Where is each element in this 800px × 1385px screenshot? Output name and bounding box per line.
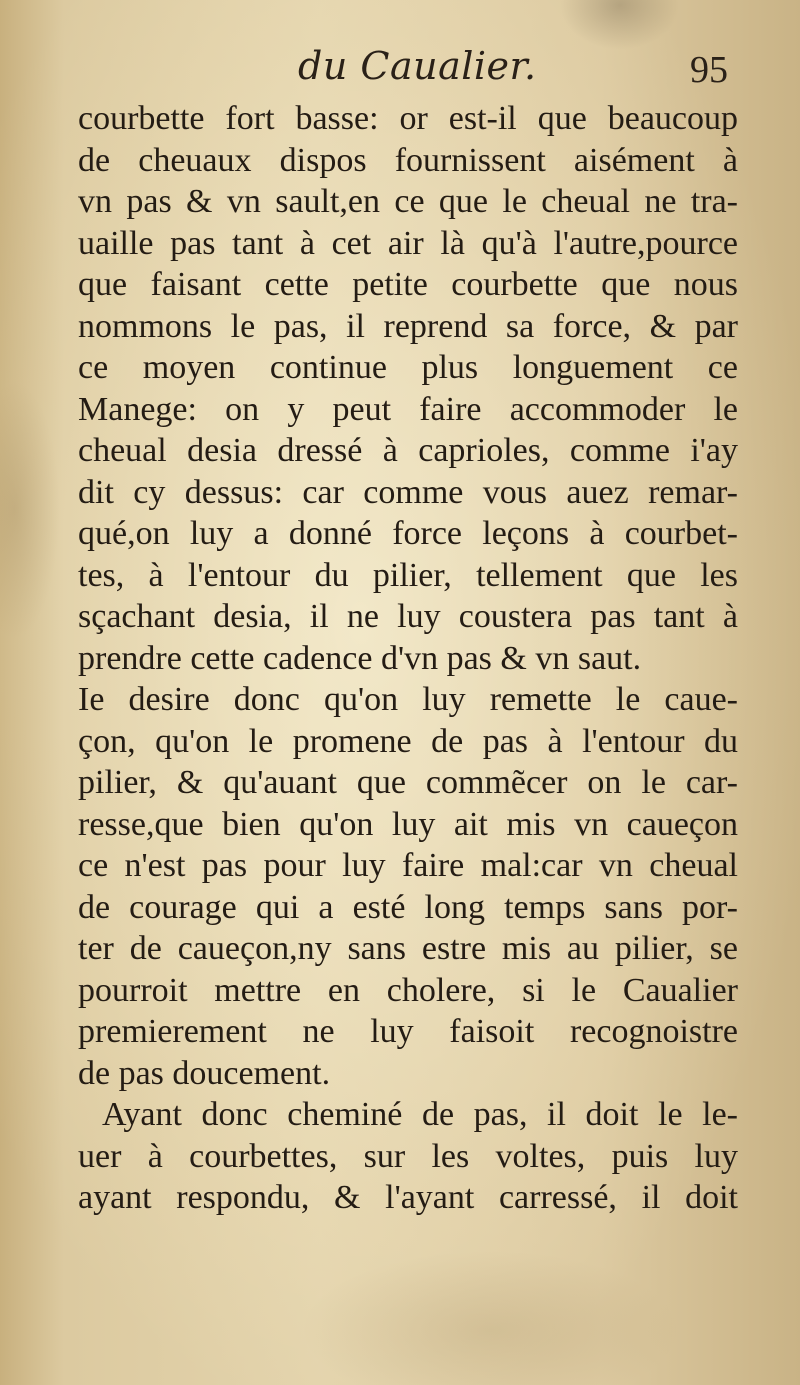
body-text — [78, 98, 738, 1219]
text-line: sçachant desia, il ne luy coustera pas tant à — [78, 598, 738, 635]
text-line: que faisant cette petite courbette que nous — [78, 266, 738, 303]
text-line: vn pas & vn sault,en ce que le cheual ne tra- — [78, 183, 738, 220]
text-line: premierement ne luy faisoit recognoistre — [78, 1013, 738, 1050]
text-line: Ayant donc cheminé de pas, il doit le le- — [102, 1096, 738, 1133]
text-line: dit cy dessus: car comme vous auez remar- — [78, 473, 738, 511]
text-line: pourroit mettre en cholere, si le Caualier — [78, 971, 738, 1009]
text-line: çon, qu'on le promene de pas à l'entour du — [78, 722, 738, 760]
text-line: ce moyen continue plus longuement ce — [78, 349, 738, 386]
running-title: du Caualier. — [298, 44, 537, 88]
text-line: pilier, & qu'auant que commẽcer on le car- — [78, 764, 738, 801]
text-line: courbette fort basse: or est-il que beaucoup — [78, 100, 738, 137]
text-line: ter de caueçon,ny sans estre mis au pilier, se — [78, 930, 738, 967]
text-line: Ie desire donc qu'on luy remette le caue- — [78, 681, 738, 718]
text-line: uaille pas tant à cet air là qu'à l'autre,pource — [78, 224, 738, 262]
text-line: de cheuaux dispos fournissent aisément à — [78, 141, 738, 179]
paper-stain — [300, 1250, 680, 1385]
text-line: qué,on luy a donné force leçons à courbet- — [78, 515, 738, 552]
text-line: prendre cette cadence d'vn pas & vn saut. — [78, 639, 642, 677]
paper-stain — [0, 380, 60, 640]
text-line: uer à courbettes, sur les voltes, puis luy — [78, 1137, 738, 1175]
text-line: cheual desia dressé à caprioles, comme i'ay — [78, 432, 738, 469]
text-line: resse,que bien qu'on luy ait mis vn caueçon — [78, 805, 738, 843]
text-line: Manege: on y peut faire accommoder le — [78, 390, 738, 428]
text-line: de pas doucement. — [78, 1054, 331, 1092]
text-line: tes, à l'entour du pilier, tellement que les — [78, 556, 738, 594]
page-number: 95 — [690, 49, 728, 91]
text-line: de courage qui a esté long temps sans por- — [78, 888, 738, 926]
text-line: ayant respondu, & l'ayant carressé, il doit — [78, 1179, 738, 1216]
page-header — [78, 40, 738, 100]
text-line: ce n'est pas pour luy faire mal:car vn cheual — [78, 847, 738, 884]
text-line: nommons le pas, il reprend sa force, & par — [78, 307, 738, 345]
